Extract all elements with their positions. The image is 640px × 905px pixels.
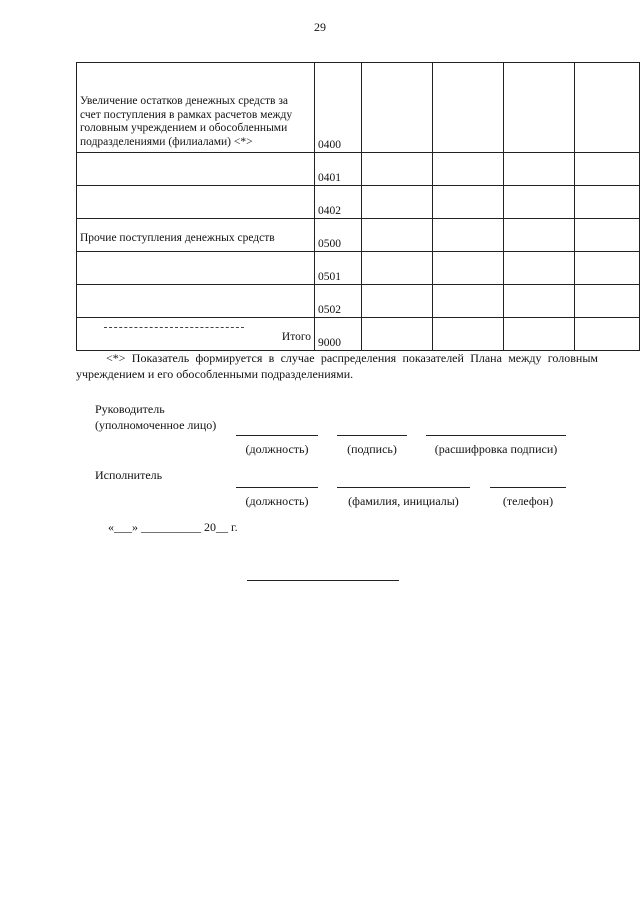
row-code: 0402 [315,186,362,219]
value-cell [504,318,575,351]
table-row [77,252,640,285]
cash-flow-table [76,62,640,351]
row-code: 0501 [315,252,362,285]
page-number: 29 [314,20,326,34]
value-cell [575,252,640,285]
head-caption-name: (расшифровка подписи) [434,442,558,456]
row-name: Увеличение остатков денежных средств за счет поступления в рамках расчетов между головным учреждением и обособленными подразделениями (филиалами) <*> [77,63,315,153]
value-cell [575,153,640,186]
table-row [77,63,640,153]
head-caption-signature: (подпись) [347,442,397,456]
row-code: 0400 [315,63,362,153]
head-label: Руководитель [95,402,165,416]
value-cell [504,285,575,318]
row-code: 0401 [315,153,362,186]
head-name-line [426,435,566,436]
head-signature-line [337,435,407,436]
table-row [77,186,640,219]
executor-caption-position: (должность) [245,494,309,508]
value-cell [362,153,433,186]
value-cell [504,63,575,153]
value-cell [362,219,433,252]
value-cell [433,285,504,318]
executor-name-line [337,487,470,488]
row-name [77,186,315,219]
table-row [77,285,640,318]
value-cell [362,318,433,351]
executor-position-line [236,487,318,488]
table-row-total [77,318,640,351]
executor-caption-name: (фамилия, инициалы) [348,494,459,508]
value-cell [433,186,504,219]
row-code: 0500 [315,219,362,252]
row-name [77,285,315,318]
value-cell [575,285,640,318]
row-name [77,153,315,186]
value-cell [433,318,504,351]
value-cell [362,252,433,285]
value-cell [433,252,504,285]
row-code: 9000 [315,318,362,351]
value-cell [575,63,640,153]
row-code: 0502 [315,285,362,318]
value-cell [433,219,504,252]
footnote-text: <*> Показатель формируется в случае распределения показателей Плана между головным учреждением и его обособленными подразделениями. [76,351,598,381]
table-row [77,219,640,252]
value-cell [504,153,575,186]
row-name [77,252,315,285]
executor-label: Исполнитель [95,468,163,482]
row-name: Прочие поступления денежных средств [77,219,315,252]
value-cell [362,63,433,153]
value-cell [575,318,640,351]
row-name: Итого [77,318,315,351]
value-cell [504,186,575,219]
value-cell [362,285,433,318]
value-cell [575,219,640,252]
value-cell [433,63,504,153]
executor-caption-phone: (телефон) [502,494,554,508]
executor-phone-line [490,487,566,488]
value-cell [575,186,640,219]
date-line: «___» __________ 20__ г. [108,520,238,534]
value-cell [433,153,504,186]
table-row [77,153,640,186]
value-cell [362,186,433,219]
bottom-separator [247,580,399,581]
value-cell [504,219,575,252]
footnote-separator [104,327,244,328]
head-label-sub: (уполномоченное лицо) [95,418,217,432]
head-position-line [236,435,318,436]
head-caption-position: (должность) [245,442,309,456]
value-cell [504,252,575,285]
